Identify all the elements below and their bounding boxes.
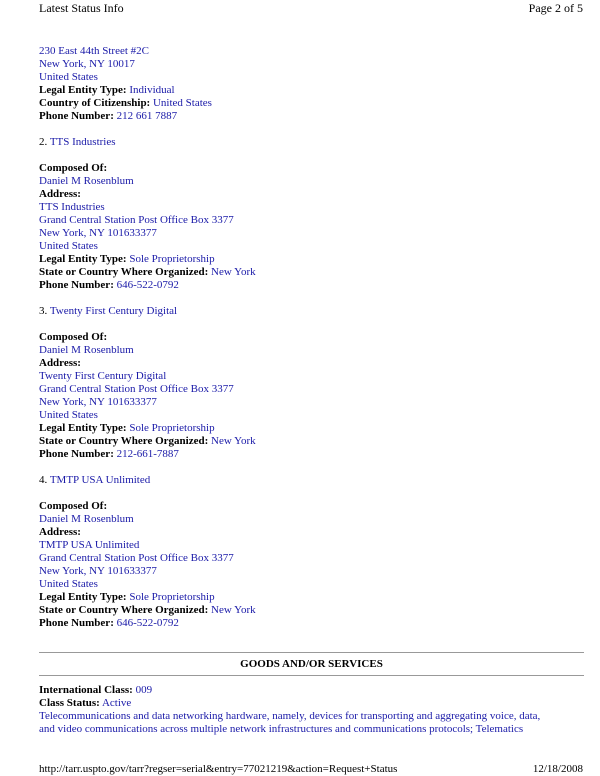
address-label: Address: [39,357,81,369]
address-line0: TTS Industries [39,201,105,213]
owner4-heading [39,474,584,487]
address-line2: New York, NY 101633377 [39,227,157,239]
owner-name: TMTP USA Unlimited [49,474,151,486]
legal-entity-value: Individual [129,84,175,96]
state-organized-value: New York [211,435,256,447]
phone-value: 646-522-0792 [116,279,179,291]
legal-entity-label: Legal Entity Type: [39,422,127,434]
phone-label: Phone Number: [39,279,114,291]
address-country: United States [39,409,98,421]
legal-entity-label: Legal Entity Type: [39,253,127,265]
goods-services-section [39,684,584,736]
footer-date: 12/18/2008 [532,763,583,775]
address-label: Address: [39,188,81,200]
owner1-phone [39,110,584,123]
owner-number: 4. [39,474,48,486]
owner1-address-line2: New York, NY 10017 [39,58,135,70]
legal-entity-value: Sole Proprietorship [129,422,215,434]
address-line1: Grand Central Station Post Office Box 3377 [39,552,234,564]
page-number: Page 2 of 5 [528,1,583,15]
section-heading: GOODS AND/OR SERVICES [39,653,584,676]
address-label: Address: [39,526,81,538]
owner-name: Twenty First Century Digital [49,305,178,317]
goods-services-header [39,652,584,676]
owner1-legal-entity [39,84,584,97]
owner-number: 2. [39,136,48,148]
goods-description-line1: Telecommunications and data networking hardware, namely, devices for transporting and aggregating voice, data, [39,710,541,722]
composed-of-value: Daniel M Rosenblum [39,175,134,187]
phone-value: 212 661 7887 [116,110,178,122]
citizenship-label: Country of Citizenship: [39,97,151,109]
legal-entity-value: Sole Proprietorship [129,591,215,603]
page-header-title: Latest Status Info [39,1,124,15]
address-country: United States [39,240,98,252]
composed-of-value: Daniel M Rosenblum [39,513,134,525]
phone-label: Phone Number: [39,617,114,629]
legal-entity-value: Sole Proprietorship [129,253,215,265]
legal-entity-label: Legal Entity Type: [39,591,127,603]
address-line1: Grand Central Station Post Office Box 3377 [39,383,234,395]
state-organized-label: State or Country Where Organized: [39,435,209,447]
owner2-heading [39,136,584,149]
state-organized-label: State or Country Where Organized: [39,266,209,278]
composed-of-value: Daniel M Rosenblum [39,344,134,356]
address-line0: TMTP USA Unlimited [39,539,140,551]
class-status-value: Active [101,697,132,709]
phone-label: Phone Number: [39,448,114,460]
owner3-heading [39,305,584,318]
composed-of-label: Composed Of: [39,162,108,174]
address-country: United States [39,578,98,590]
owner1-address-line1: 230 East 44th Street #2C [39,45,149,57]
composed-of-label: Composed Of: [39,500,108,512]
phone-label: Phone Number: [39,110,114,122]
owner1-citizenship [39,97,584,110]
owners-section [39,45,584,630]
intl-class-label: International Class: [39,684,133,696]
owner-name: TTS Industries [49,136,116,148]
owner1-country: United States [39,71,98,83]
state-organized-value: New York [211,604,256,616]
goods-description-line2: and video communications across multiple network infrastructures and communications protocols; Telematics [39,723,524,735]
footer-url: http://tarr.uspto.gov/tarr?regser=serial&entry=77021219&action=Request+Status [39,763,398,775]
owner-number: 3. [39,305,48,317]
citizenship-value: United States [152,97,212,109]
address-line0: Twenty First Century Digital [39,370,167,382]
state-organized-value: New York [211,266,256,278]
class-status-label: Class Status: [39,697,100,709]
composed-of-label: Composed Of: [39,331,108,343]
address-line1: Grand Central Station Post Office Box 3377 [39,214,234,226]
address-line2: New York, NY 101633377 [39,396,157,408]
state-organized-label: State or Country Where Organized: [39,604,209,616]
legal-entity-label: Legal Entity Type: [39,84,127,96]
phone-value: 212-661-7887 [116,448,179,460]
address-line2: New York, NY 101633377 [39,565,157,577]
intl-class-value: 009 [135,684,153,696]
phone-value: 646-522-0792 [116,617,179,629]
